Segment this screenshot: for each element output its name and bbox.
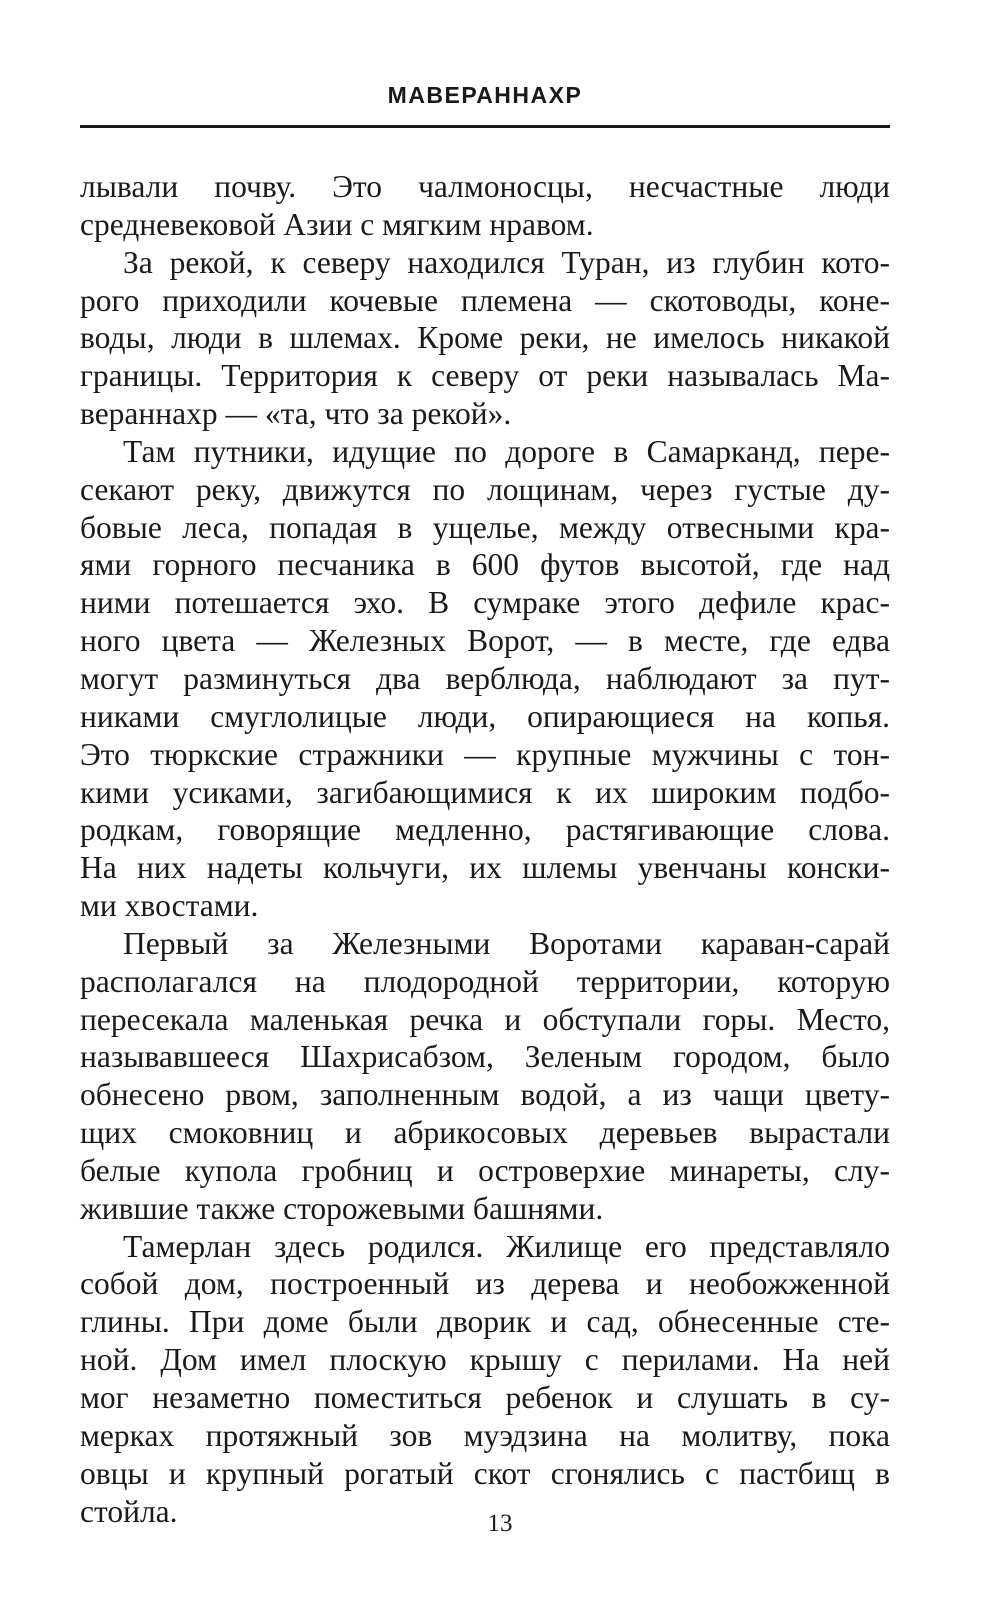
text-line: щих смоковниц и абрикосовых деревьев вырастали (80, 1115, 890, 1151)
text-line: белые купола гробниц и островерхие минареты, слу- (80, 1152, 890, 1188)
text-line: границы. Территория к северу от реки называлась Ма- (80, 358, 890, 394)
text-line: никами смуглолицые люди, опирающиеся на копья. (80, 698, 890, 734)
running-title: МАВЕРАННАХР (387, 82, 583, 108)
text-line: секают реку, движутся по лощинам, через густые ду- (80, 471, 890, 507)
text-line: Первый за Железными Воротами караван-сарай (123, 925, 890, 961)
text-line: пересекала маленькая речка и обступали горы. Место, (80, 1001, 890, 1037)
text-line: средневековой Азии с мягким нравом. (80, 206, 594, 242)
text-line: глины. При доме были дворик и сад, обнесенные сте- (80, 1304, 890, 1340)
text-line: стойла. (80, 1493, 178, 1529)
text-line: вераннахр — «та, что за рекой». (80, 396, 512, 432)
text-line: мог незаметно поместиться ребенок и слушать в су- (80, 1380, 890, 1415)
header-rule (80, 125, 890, 128)
text-line: ми хвостами. (80, 888, 259, 924)
text-line: ними потешается эхо. В сумраке этого дефиле крас- (80, 585, 890, 621)
text-line: ной. Дом имел плоскую крышу с перилами. На ней (80, 1342, 890, 1378)
body-text (80, 168, 890, 1530)
text-line: ями горного песчаника в 600 футов высотой, где над (80, 547, 890, 583)
text-line: ного цвета — Железных Ворот, — в месте, где едва (80, 623, 890, 659)
text-line: собой дом, построенный из дерева и необожженной (80, 1266, 890, 1302)
text-line: Там путники, идущие по дороге в Самарканд, пере- (123, 433, 890, 469)
text-line: кими усиками, загибающимися к их широким подбо- (80, 774, 890, 810)
text-line: лывали почву. Это чалмоносцы, несчастные люди (80, 169, 890, 204)
text-line: мерках протяжный зов муэдзина на молитву, пока (80, 1417, 890, 1453)
text-line: рого приходили кочевые племена — скотоводы, коне- (80, 282, 890, 318)
text-line: На них надеты кольчуги, их шлемы увенчаны конски- (80, 850, 890, 886)
text-line: овцы и крупный рогатый скот сгонялись с пастбищ в (80, 1455, 890, 1491)
text-line: бовые леса, попадая в ущелье, между отвесными кра- (80, 509, 890, 545)
text-line: Тамерлан здесь родился. Жилище его представляло (123, 1228, 890, 1264)
text-line: располагался на плодородной территории, которую (80, 963, 890, 999)
text-line: родкам, говорящие медленно, растягивающие слова. (80, 812, 890, 848)
page-number: 13 (487, 1510, 513, 1537)
text-line: обнесено рвом, заполненным водой, а из чащи цвету- (80, 1077, 890, 1113)
text-line: За рекой, к северу находился Туран, из глубин кото- (123, 244, 890, 280)
text-line: воды, люди в шлемах. Кроме реки, не имелось никакой (80, 320, 890, 356)
text-line: Это тюркские стражники — крупные мужчины с тон- (80, 736, 890, 772)
text-line: могут разминуться два верблюда, наблюдают за пут- (80, 660, 890, 696)
text-line: называвшееся Шахрисабзом, Зеленым городом, было (80, 1039, 890, 1075)
text-line: жившие также сторожевыми башнями. (80, 1190, 604, 1226)
